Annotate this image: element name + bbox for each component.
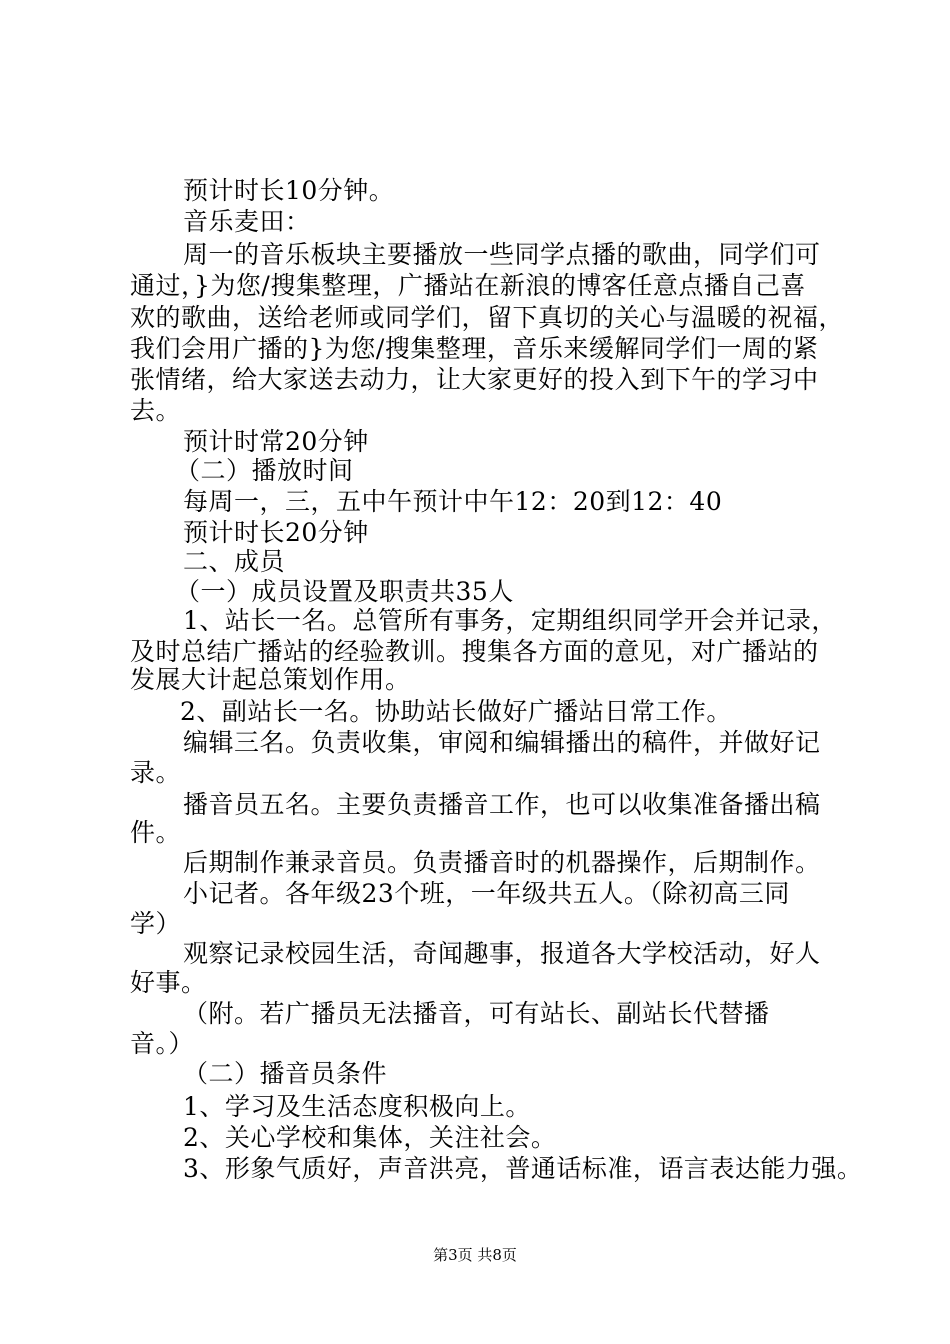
text-line: 1、学习及生活态度积极向上。 — [183, 1092, 531, 1121]
text-line: 去。 — [130, 396, 182, 425]
text-line: 好事。 — [130, 968, 207, 997]
text-line: 后期制作兼录音员。负责播音时的机器操作，后期制作。 — [183, 848, 821, 877]
text-line: 预计时常20分钟 — [183, 427, 369, 456]
text-line: 及时总结广播站的经验教训。搜集各方面的意见，对广播站的 — [130, 637, 819, 666]
text-line: 2、关心学校和集体，关注社会。 — [183, 1123, 557, 1152]
section-heading: 二、成员 — [183, 547, 286, 576]
text-line: 发展大计起总策划作用。 — [130, 665, 411, 694]
text-line: 欢的歌曲，送给老师或同学们，留下真切的关心与温暖的祝福， — [130, 303, 845, 332]
text-line: 录。 — [130, 758, 182, 787]
text-line: 张情绪，给大家送去动力，让大家更好的投入到下午的学习中 — [130, 365, 819, 394]
text-line: 观察记录校园生活，奇闻趣事，报道各大学校活动，好人 — [183, 939, 821, 968]
section-heading: （二）播音员条件 — [183, 1059, 388, 1088]
text-line: 2、副站长一名。协助站长做好广播站日常工作。 — [180, 697, 732, 726]
section-heading: （二）播放时间 — [175, 456, 354, 485]
text-line: 音。） — [130, 1029, 195, 1058]
text-line: 我们会用广播的}为您/搜集整理，音乐来缓解同学们一周的紧 — [130, 334, 819, 363]
text-line: 预计时长10分钟。 — [183, 176, 395, 205]
text-line: 小记者。各年级23个班，一年级共五人。（除初高三同 — [183, 879, 790, 908]
section-heading: 音乐麦田： — [183, 207, 311, 236]
text-line: 3、形象气质好，声音洪亮，普通话标准，语言表达能力强。 — [183, 1154, 863, 1183]
text-line: 学） — [130, 909, 182, 938]
text-line: 预计时长20分钟 — [183, 518, 369, 547]
text-line: 件。 — [130, 818, 182, 847]
text-line: （附。若广播员无法播音，可有站长、副站长代替播 — [183, 999, 770, 1028]
text-line: 播音员五名。主要负责播音工作，也可以收集准备播出稿 — [183, 790, 821, 819]
text-line: 每周一，三，五中午预计中午12：20到12：40 — [183, 487, 723, 516]
section-heading: （一）成员设置及职责共35人 — [175, 577, 514, 606]
page-footer: 第3页 共8页 — [433, 1246, 517, 1264]
text-line: 通过，}为您/搜集整理，广播站在新浪的博客任意点播自己喜 — [130, 271, 806, 300]
text-line: 周一的音乐板块主要播放一些同学点播的歌曲，同学们可 — [183, 240, 821, 269]
text-line: 编辑三名。负责收集，审阅和编辑播出的稿件，并做好记 — [183, 728, 821, 757]
text-line: 1、站长一名。总管所有事务，定期组织同学开会并记录， — [183, 606, 837, 635]
